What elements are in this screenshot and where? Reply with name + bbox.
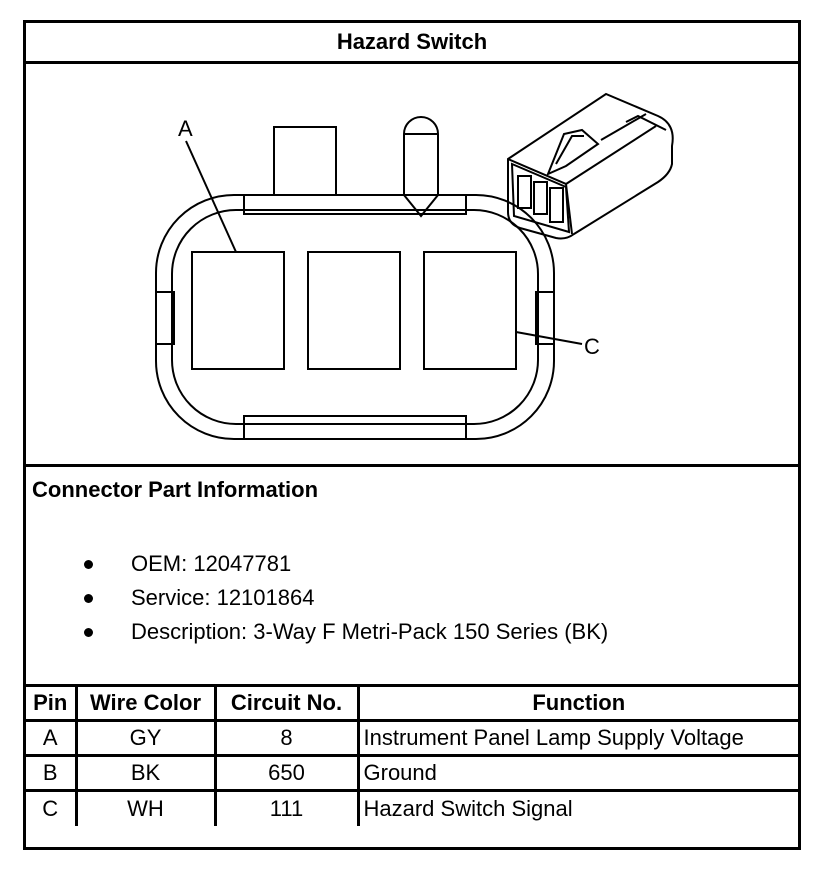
circuit-cell: 650 — [215, 756, 358, 791]
housing-inner — [172, 210, 538, 424]
housing-outer — [156, 195, 554, 439]
function-cell: Ground — [358, 756, 798, 791]
pin-cell: A — [26, 721, 76, 756]
sheet-title: Hazard Switch — [26, 23, 798, 64]
header-pin: Pin — [26, 686, 76, 721]
info-item-oem: OEM: 12047781 — [26, 547, 608, 581]
wire-color-cell: GY — [76, 721, 215, 756]
connector-isometric-icon — [508, 94, 673, 239]
table-row — [26, 791, 798, 826]
header-wire-color: Wire Color — [76, 686, 215, 721]
square-tab — [274, 127, 336, 195]
pin-cell: C — [26, 791, 76, 826]
leader-line-c — [516, 332, 582, 344]
info-item-service: Service: 12101864 — [26, 581, 608, 615]
header-circuit-no: Circuit No. — [215, 686, 358, 721]
info-heading: Connector Part Information — [32, 477, 319, 502]
circuit-cell: 111 — [215, 791, 358, 826]
info-item-description: Description: 3-Way F Metri-Pack 150 Series (BK) — [26, 615, 608, 649]
wire-color-cell: BK — [76, 756, 215, 791]
pin-table-header — [26, 686, 798, 721]
connector-diagram — [26, 64, 798, 464]
pin-table — [26, 684, 798, 826]
function-cell: Instrument Panel Lamp Supply Voltage — [358, 721, 798, 756]
wire-color-cell: WH — [76, 791, 215, 826]
connector-face-drawing — [26, 64, 798, 464]
bottom-rail — [244, 416, 466, 439]
table-row — [26, 756, 798, 791]
pin-label-c: C — [584, 334, 600, 359]
bullet-icon — [84, 628, 93, 637]
pin-label-a: A — [178, 116, 193, 141]
cavity-c — [424, 252, 516, 369]
header-function: Function — [358, 686, 798, 721]
connector-part-information — [26, 464, 798, 684]
leader-line-a — [186, 141, 236, 252]
key-tab — [404, 117, 438, 216]
table-row — [26, 721, 798, 756]
info-list — [26, 547, 608, 649]
circuit-cell: 8 — [215, 721, 358, 756]
cavity-b — [308, 252, 400, 369]
function-cell: Hazard Switch Signal — [358, 791, 798, 826]
top-rail — [244, 195, 466, 214]
cavity-a — [192, 252, 284, 369]
connector-sheet — [23, 20, 801, 850]
bullet-icon — [84, 594, 93, 603]
bullet-icon — [84, 560, 93, 569]
pin-cell: B — [26, 756, 76, 791]
